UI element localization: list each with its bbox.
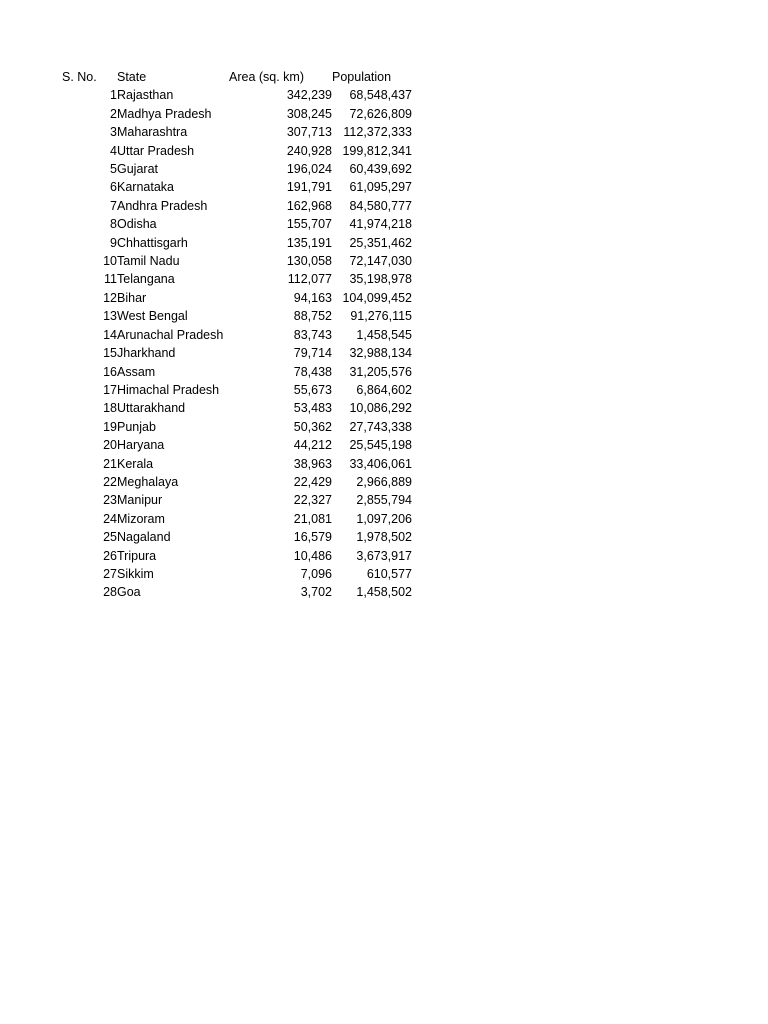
- sno-cell: 23: [103, 493, 117, 508]
- table-row: [62, 399, 412, 417]
- sno-cell: 19: [103, 419, 117, 434]
- sno-cell: 17: [103, 382, 117, 397]
- table-row: [62, 381, 412, 399]
- area-cell: 308,245: [286, 106, 332, 121]
- population-cell: 41,974,218: [349, 217, 412, 232]
- sno-cell: 8: [110, 217, 117, 232]
- sno-cell: 2: [110, 106, 117, 121]
- table-row: [62, 289, 412, 307]
- table-row: [62, 252, 412, 270]
- sno-cell: 26: [103, 548, 117, 563]
- area-cell: 22,429: [293, 474, 332, 489]
- table-row: [62, 178, 412, 196]
- sno-cell: 4: [110, 143, 117, 158]
- state-cell: Assam: [117, 364, 156, 379]
- population-cell: 10,086,292: [349, 401, 412, 416]
- area-cell: 88,752: [293, 309, 332, 324]
- table-row: [62, 326, 412, 344]
- state-cell: Arunachal Pradesh: [117, 327, 224, 342]
- population-cell: 72,147,030: [349, 254, 412, 269]
- table-row: [62, 123, 412, 141]
- area-cell: 240,928: [286, 143, 332, 158]
- population-cell: 199,812,341: [342, 143, 412, 158]
- area-cell: 7,096: [300, 566, 332, 581]
- table-row: [62, 234, 412, 252]
- area-cell: 83,743: [293, 327, 332, 342]
- header-row: [62, 68, 412, 86]
- area-cell: 22,327: [293, 493, 332, 508]
- sno-cell: 7: [110, 198, 117, 213]
- sno-cell: 13: [103, 309, 117, 324]
- sno-cell: 25: [103, 530, 117, 545]
- table-row: [62, 344, 412, 362]
- sno-cell: 1: [110, 88, 117, 103]
- sno-cell: 12: [103, 290, 117, 305]
- sno-cell: 5: [110, 162, 117, 177]
- area-cell: 130,058: [286, 254, 332, 269]
- population-cell: 31,205,576: [349, 364, 412, 379]
- state-cell: Punjab: [117, 419, 156, 434]
- table-row: [62, 473, 412, 491]
- state-cell: Madhya Pradesh: [117, 106, 212, 121]
- area-cell: 38,963: [293, 456, 332, 471]
- state-cell: Uttarakhand: [117, 401, 186, 416]
- population-cell: 61,095,297: [349, 180, 412, 195]
- table-row: [62, 215, 412, 233]
- population-cell: 1,458,502: [356, 585, 412, 600]
- area-cell: 79,714: [293, 346, 332, 361]
- population-cell: 27,743,338: [349, 419, 412, 434]
- sno-cell: 15: [103, 346, 117, 361]
- area-cell: 196,024: [286, 162, 332, 177]
- sno-cell: 22: [103, 474, 117, 489]
- population-cell: 68,548,437: [349, 88, 412, 103]
- population-cell: 104,099,452: [342, 290, 412, 305]
- table-row: [62, 528, 412, 546]
- population-cell: 1,458,545: [356, 327, 412, 342]
- population-cell: 2,855,794: [356, 493, 412, 508]
- table-row: [62, 160, 412, 178]
- state-cell: Jharkhand: [117, 346, 176, 361]
- state-cell: Haryana: [117, 438, 165, 453]
- population-cell: 72,626,809: [349, 106, 412, 121]
- table-row: [62, 583, 412, 601]
- table-row: [62, 418, 412, 436]
- area-cell: 55,673: [293, 382, 332, 397]
- population-cell: 33,406,061: [349, 456, 412, 471]
- table-row: [62, 510, 412, 528]
- area-cell: 307,713: [286, 125, 332, 140]
- table-row: [62, 270, 412, 288]
- state-cell: Manipur: [117, 493, 163, 508]
- table-row: [62, 455, 412, 473]
- state-cell: Gujarat: [117, 162, 158, 177]
- area-cell: 155,707: [286, 217, 332, 232]
- area-cell: 50,362: [293, 419, 332, 434]
- sno-cell: 21: [103, 456, 117, 471]
- area-cell: 53,483: [293, 401, 332, 416]
- area-cell: 191,791: [286, 180, 332, 195]
- table-row: [62, 491, 412, 509]
- state-cell: Nagaland: [117, 530, 171, 545]
- area-cell: 3,702: [300, 585, 332, 600]
- state-cell: Himachal Pradesh: [117, 382, 220, 397]
- sno-cell: 27: [103, 566, 117, 581]
- population-cell: 32,988,134: [349, 346, 412, 361]
- state-cell: Mizoram: [117, 511, 165, 526]
- sno-cell: 20: [103, 438, 117, 453]
- population-cell: 6,864,602: [356, 382, 412, 397]
- state-cell: Tripura: [117, 548, 157, 563]
- header-state: State: [117, 70, 147, 84]
- state-cell: Uttar Pradesh: [117, 143, 195, 158]
- table-row: [62, 565, 412, 583]
- header-area: Area (sq. km): [229, 70, 305, 84]
- state-cell: Tamil Nadu: [117, 254, 180, 269]
- population-cell: 3,673,917: [356, 548, 412, 563]
- area-cell: 16,579: [293, 530, 332, 545]
- sno-cell: 28: [103, 585, 117, 600]
- table-row: [62, 142, 412, 160]
- table-row: [62, 436, 412, 454]
- population-cell: 91,276,115: [350, 309, 412, 324]
- population-cell: 610,577: [366, 566, 412, 581]
- population-cell: 60,439,692: [349, 162, 412, 177]
- table-row: [62, 363, 412, 381]
- area-cell: 342,239: [286, 88, 332, 103]
- population-cell: 1,097,206: [356, 511, 412, 526]
- area-cell: 21,081: [293, 511, 332, 526]
- state-cell: Goa: [117, 585, 141, 600]
- area-cell: 44,212: [293, 438, 332, 453]
- state-cell: Andhra Pradesh: [117, 198, 208, 213]
- population-cell: 25,545,198: [349, 438, 412, 453]
- state-cell: Telangana: [117, 272, 175, 287]
- population-cell: 35,198,978: [349, 272, 412, 287]
- state-cell: Odisha: [117, 217, 157, 232]
- table-row: [62, 307, 412, 325]
- area-cell: 94,163: [293, 290, 332, 305]
- sno-cell: 11: [104, 272, 117, 287]
- population-cell: 84,580,777: [349, 198, 412, 213]
- table-row: [62, 197, 412, 215]
- sno-cell: 6: [110, 180, 117, 195]
- table-body: [62, 86, 412, 601]
- area-cell: 10,486: [293, 548, 332, 563]
- spreadsheet-page: [0, 68, 768, 602]
- states-table: [62, 68, 412, 602]
- population-cell: 1,978,502: [356, 530, 412, 545]
- state-cell: Sikkim: [117, 566, 154, 581]
- sno-cell: 3: [110, 125, 117, 140]
- state-cell: West Bengal: [117, 309, 188, 324]
- state-cell: Chhattisgarh: [117, 235, 188, 250]
- area-cell: 135,191: [286, 235, 332, 250]
- sno-cell: 10: [103, 254, 117, 269]
- sno-cell: 14: [103, 327, 117, 342]
- population-cell: 2,966,889: [356, 474, 412, 489]
- area-cell: 112,077: [287, 272, 332, 287]
- area-cell: 78,438: [293, 364, 332, 379]
- sno-cell: 24: [103, 511, 117, 526]
- state-cell: Bihar: [117, 290, 147, 305]
- state-cell: Rajasthan: [117, 88, 174, 103]
- state-cell: Meghalaya: [117, 474, 179, 489]
- state-cell: Karnataka: [117, 180, 174, 195]
- header-sno: S. No.: [62, 70, 97, 84]
- population-cell: 112,372,333: [343, 125, 412, 140]
- state-cell: Kerala: [117, 456, 154, 471]
- table-row: [62, 105, 412, 123]
- state-cell: Maharashtra: [117, 125, 188, 140]
- sno-cell: 16: [103, 364, 117, 379]
- header-population: Population: [332, 70, 392, 84]
- table-row: [62, 86, 412, 104]
- population-cell: 25,351,462: [349, 235, 412, 250]
- sno-cell: 18: [103, 401, 117, 416]
- area-cell: 162,968: [286, 198, 332, 213]
- table-row: [62, 547, 412, 565]
- sno-cell: 9: [110, 235, 117, 250]
